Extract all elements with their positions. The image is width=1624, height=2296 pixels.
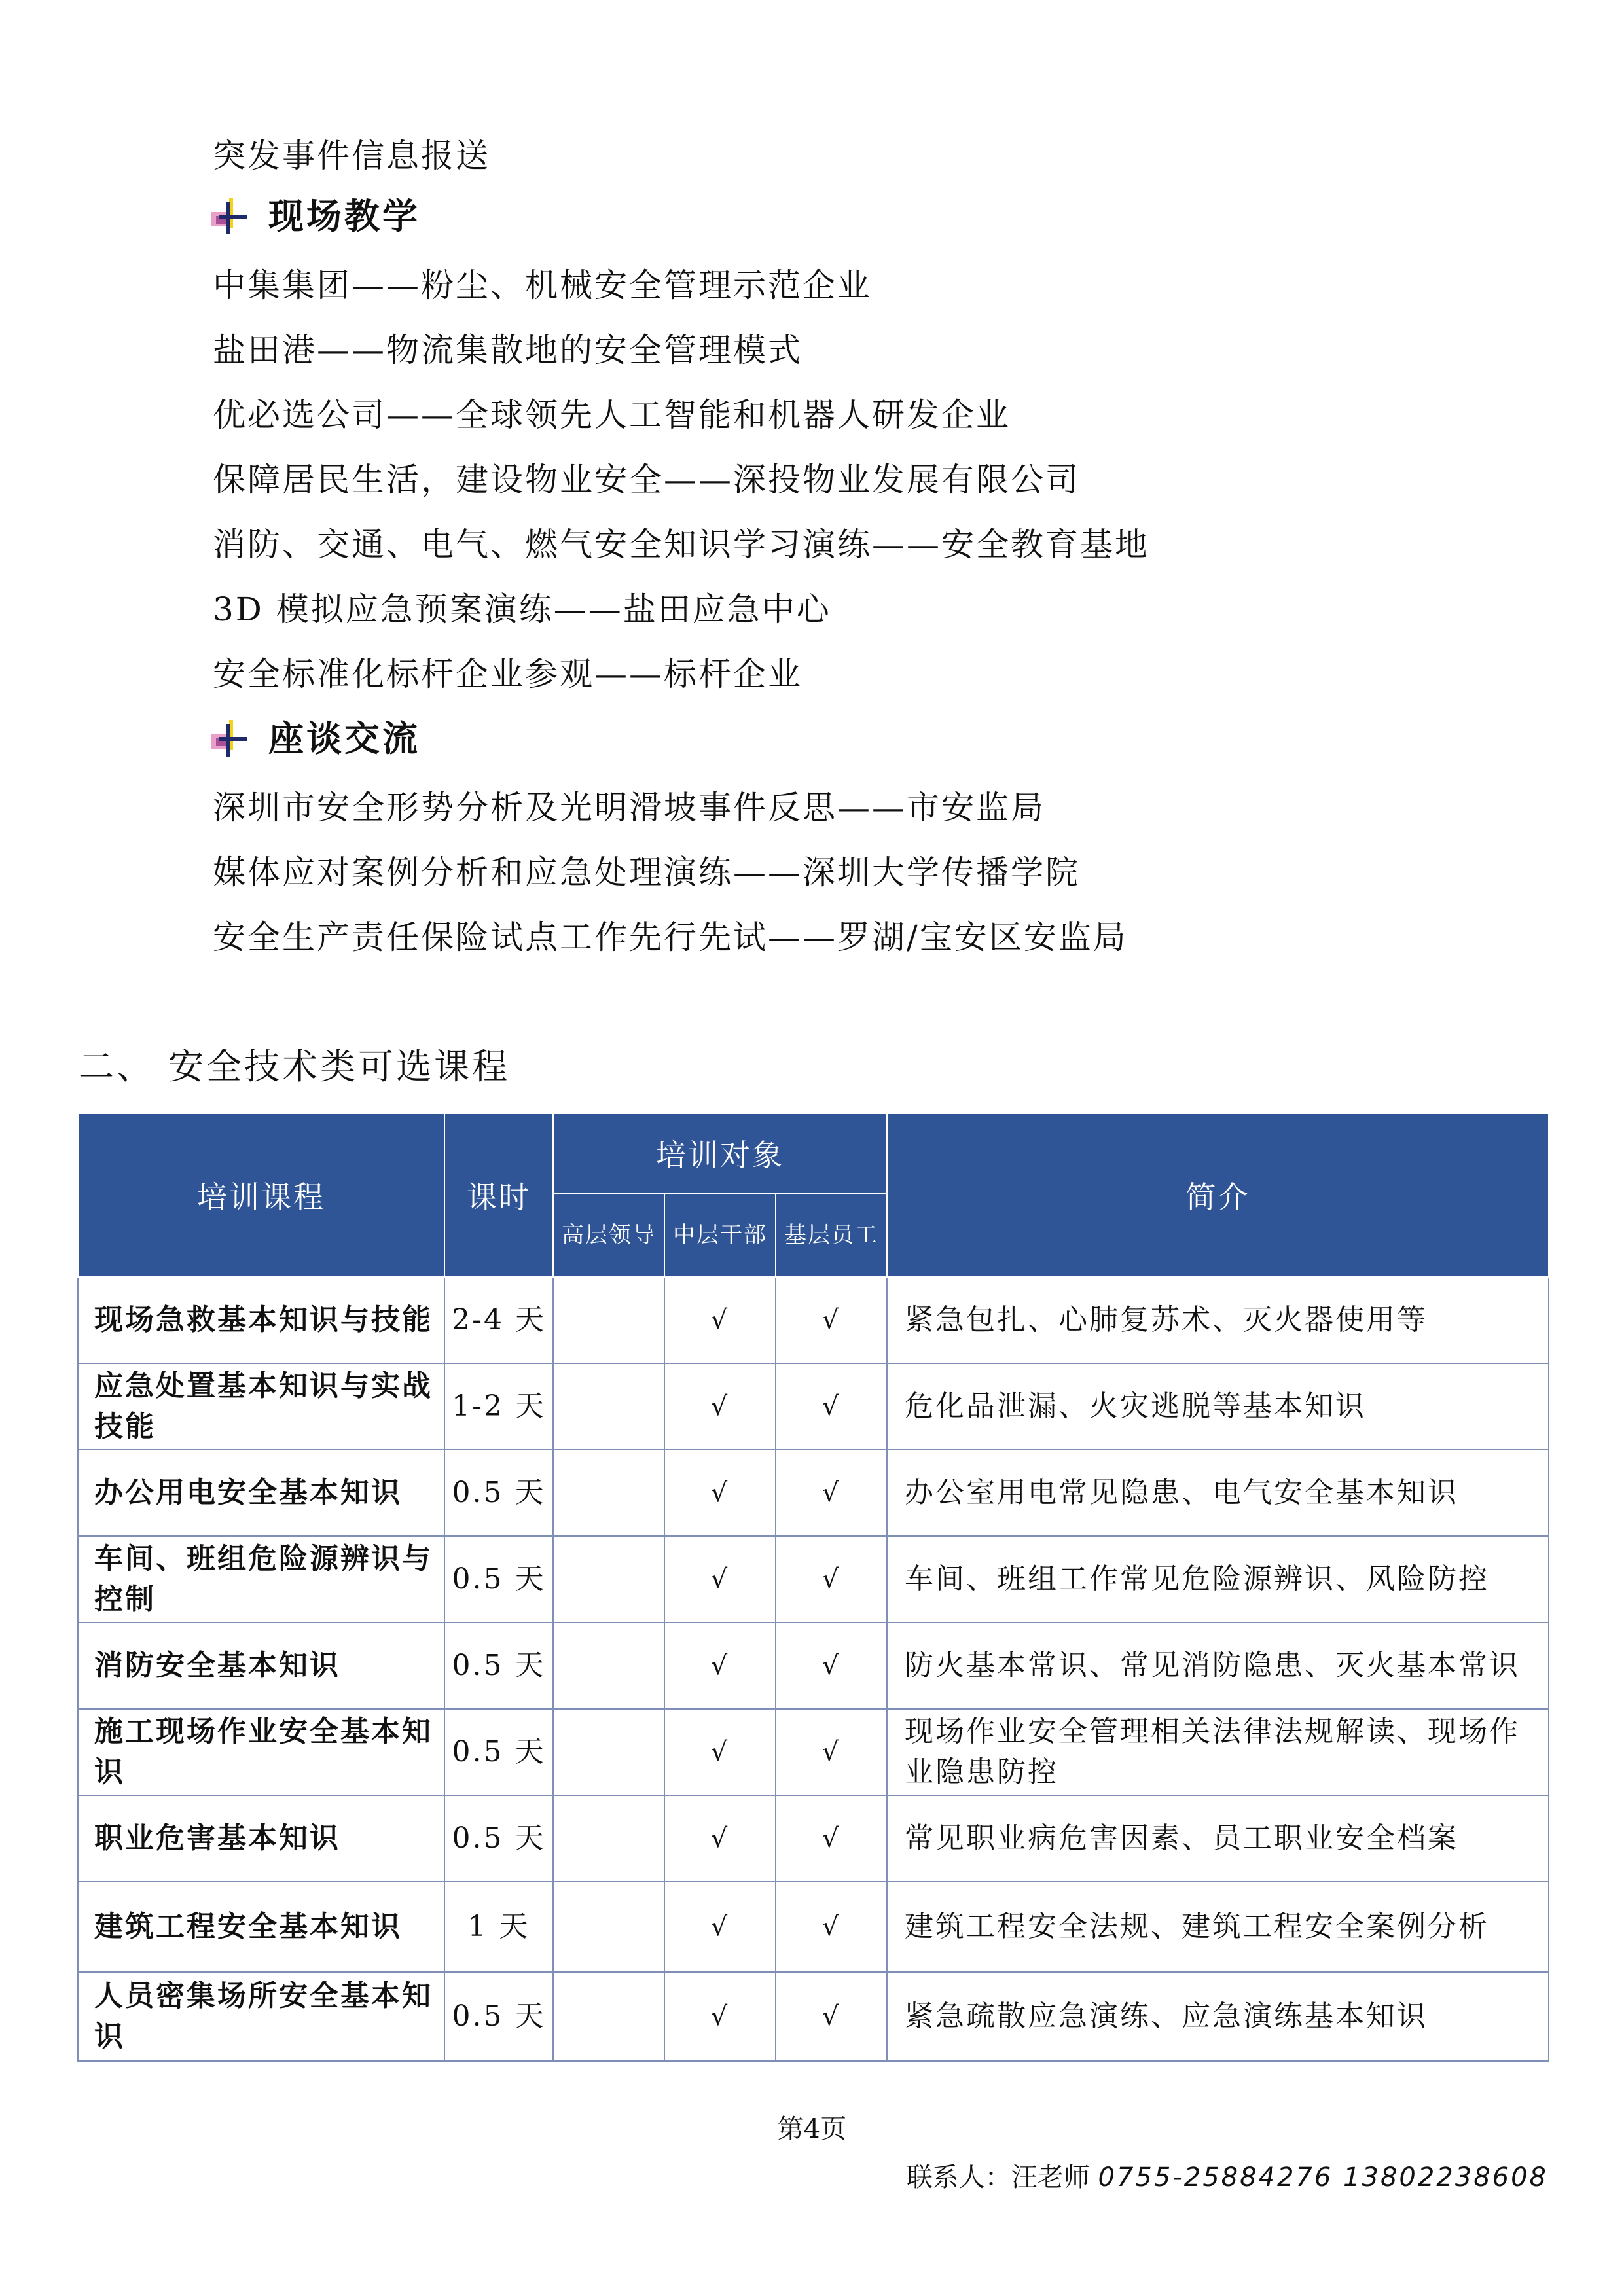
- course-name: 办公用电安全基本知识: [78, 1450, 444, 1536]
- course-hours: 2-4 天: [444, 1277, 553, 1363]
- table-row: [78, 1277, 1549, 1363]
- contact-label: 联系人：汪老师: [906, 2162, 1090, 2193]
- base-mark: √: [776, 1623, 887, 1709]
- course-name: 应急处置基本知识与实战技能: [78, 1363, 444, 1450]
- section-heading: [209, 719, 420, 759]
- middle-mark: √: [664, 1277, 776, 1363]
- header-senior: 高层领导: [553, 1193, 664, 1277]
- course-name: 施工现场作业安全基本知识: [78, 1709, 444, 1795]
- text-line: 优必选公司——全球领先人工智能和机器人研发企业: [213, 396, 1011, 434]
- header-hours: 课时: [444, 1113, 553, 1277]
- text-line: 安全生产责任保险试点工作先行先试——罗湖/宝安区安监局: [213, 918, 1128, 956]
- base-mark: √: [776, 1882, 887, 1972]
- course-table: [77, 1113, 1549, 2062]
- contact-phones: 0755-25884276 13802238608: [1098, 2162, 1548, 2193]
- base-mark: √: [776, 1972, 887, 2061]
- table-row: [78, 1972, 1549, 2061]
- base-mark: √: [776, 1709, 887, 1795]
- table-row: [78, 1882, 1549, 1972]
- middle-mark: √: [664, 1795, 776, 1882]
- text-line: 媒体应对案例分析和应急处理演练——深圳大学传播学院: [213, 853, 1080, 891]
- course-hours: 0.5 天: [444, 1536, 553, 1623]
- base-mark: √: [776, 1536, 887, 1623]
- course-intro: 防火基本常识、常见消防隐患、灭火基本常识: [887, 1623, 1549, 1709]
- senior-mark: [553, 1363, 664, 1450]
- text-line: 深圳市安全形势分析及光明滑坡事件反思——市安监局: [213, 789, 1045, 827]
- text-line: 3D 模拟应急预案演练——盐田应急中心: [213, 590, 831, 628]
- base-mark: √: [776, 1363, 887, 1450]
- course-intro: 办公室用电常见隐患、电气安全基本知识: [887, 1450, 1549, 1536]
- bullet-icon: [209, 196, 250, 237]
- senior-mark: [553, 1450, 664, 1536]
- text-line: 安全标准化标杆企业参观——标杆企业: [213, 655, 803, 693]
- course-hours: 0.5 天: [444, 1623, 553, 1709]
- senior-mark: [553, 1882, 664, 1972]
- course-intro: 紧急疏散应急演练、应急演练基本知识: [887, 1972, 1549, 2061]
- senior-mark: [553, 1623, 664, 1709]
- contact-info: [907, 2161, 1548, 2194]
- course-intro: 现场作业安全管理相关法律法规解读、现场作业隐患防控: [887, 1709, 1549, 1795]
- senior-mark: [553, 1536, 664, 1623]
- header-intro: 简介: [887, 1113, 1549, 1277]
- header-middle: 中层干部: [664, 1193, 776, 1277]
- base-mark: √: [776, 1277, 887, 1363]
- course-name: 消防安全基本知识: [78, 1623, 444, 1709]
- text-line: 消防、交通、电气、燃气安全知识学习演练——安全教育基地: [213, 526, 1149, 564]
- course-intro: 车间、班组工作常见危险源辨识、风险防控: [887, 1536, 1549, 1623]
- course-name: 车间、班组危险源辨识与控制: [78, 1536, 444, 1623]
- senior-mark: [553, 1972, 664, 2061]
- middle-mark: √: [664, 1536, 776, 1623]
- course-hours: 1 天: [444, 1882, 553, 1972]
- text-line: 盐田港——物流集散地的安全管理模式: [213, 331, 803, 369]
- table-row: [78, 1795, 1549, 1882]
- course-intro: 常见职业病危害因素、员工职业安全档案: [887, 1795, 1549, 1882]
- senior-mark: [553, 1795, 664, 1882]
- middle-mark: √: [664, 1709, 776, 1795]
- section-heading-label: 现场教学: [268, 196, 420, 237]
- base-mark: √: [776, 1795, 887, 1882]
- course-hours: 0.5 天: [444, 1709, 553, 1795]
- header-audience: 培训对象: [553, 1113, 887, 1193]
- course-intro: 危化品泄漏、火灾逃脱等基本知识: [887, 1363, 1549, 1450]
- senior-mark: [553, 1277, 664, 1363]
- section-title: 二、 安全技术类可选课程: [79, 1046, 511, 1087]
- course-intro: 紧急包扎、心肺复苏术、灭火器使用等: [887, 1277, 1549, 1363]
- table-row: [78, 1363, 1549, 1450]
- base-mark: √: [776, 1450, 887, 1536]
- middle-mark: √: [664, 1363, 776, 1450]
- header-course: 培训课程: [78, 1113, 444, 1277]
- text-line: 保障居民生活，建设物业安全——深投物业发展有限公司: [213, 461, 1080, 499]
- course-intro: 建筑工程安全法规、建筑工程安全案例分析: [887, 1882, 1549, 1972]
- table-row: [78, 1709, 1549, 1795]
- bullet-icon: [209, 719, 250, 759]
- middle-mark: √: [664, 1623, 776, 1709]
- course-hours: 1-2 天: [444, 1363, 553, 1450]
- course-hours: 0.5 天: [444, 1450, 553, 1536]
- page-number: 第4页: [777, 2114, 847, 2144]
- middle-mark: √: [664, 1972, 776, 2061]
- course-name: 职业危害基本知识: [78, 1795, 444, 1882]
- course-name: 人员密集场所安全基本知识: [78, 1972, 444, 2061]
- section-heading: [209, 196, 420, 237]
- section-heading-label: 座谈交流: [268, 718, 420, 759]
- course-name: 建筑工程安全基本知识: [78, 1882, 444, 1972]
- text-line: 突发事件信息报送: [213, 137, 490, 175]
- senior-mark: [553, 1709, 664, 1795]
- course-hours: 0.5 天: [444, 1795, 553, 1882]
- middle-mark: √: [664, 1882, 776, 1972]
- table-row: [78, 1536, 1549, 1623]
- header-base: 基层员工: [776, 1193, 887, 1277]
- course-name: 现场急救基本知识与技能: [78, 1277, 444, 1363]
- text-line: 中集集团——粉尘、机械安全管理示范企业: [213, 266, 872, 304]
- table-row: [78, 1623, 1549, 1709]
- course-hours: 0.5 天: [444, 1972, 553, 2061]
- table-row: [78, 1450, 1549, 1536]
- middle-mark: √: [664, 1450, 776, 1536]
